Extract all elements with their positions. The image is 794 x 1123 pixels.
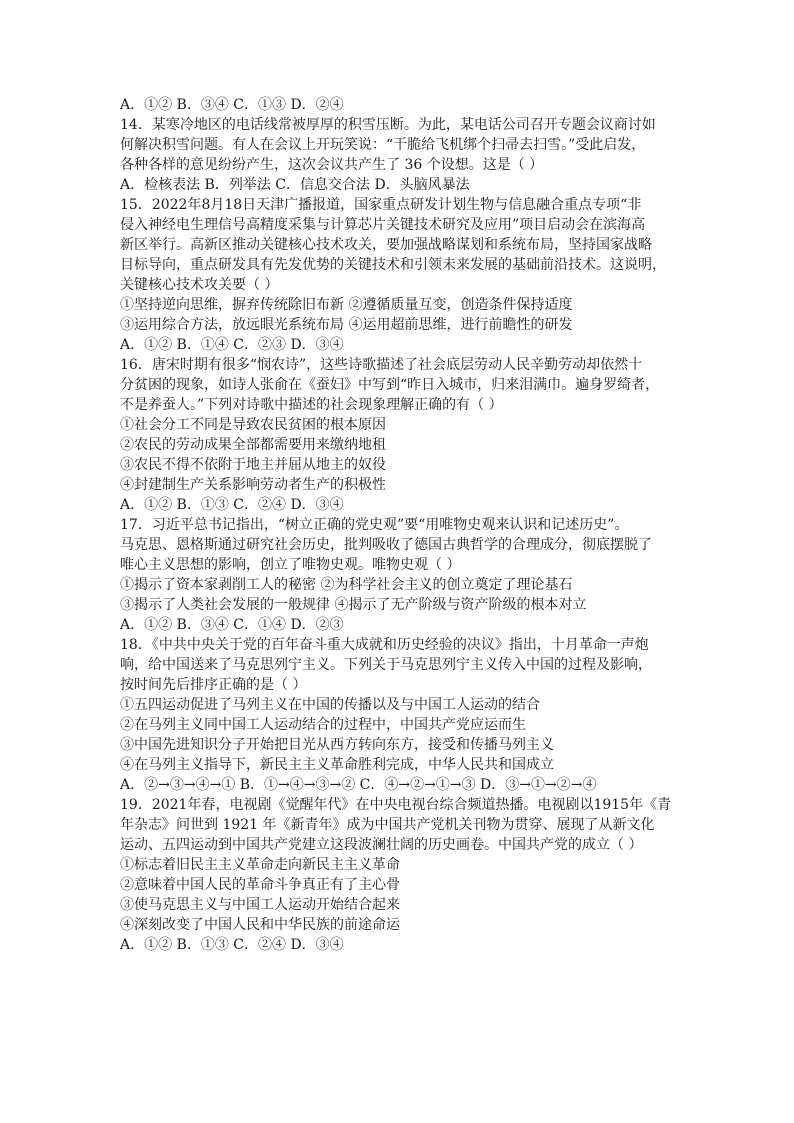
question-16-line: 16．唐宋时期有很多“悯农诗”，这些诗歌描述了社会底层劳动人民辛勤劳动却依然十 [120, 357, 643, 373]
text-line: 运动、五四运动到中国共产党建立这段波澜壮阔的历史画卷。中国共产党的成立（ ） [120, 837, 643, 853]
question-19-line: 19．2021年春，电视剧《觉醒年代》在中央电视台综合频道热播。电视剧以1915年《青 [120, 797, 672, 813]
text-line: 年杂志》问世到 1921 年《新青年》成为中国共产党机关刊物为贯穿、展现了从新文化 [120, 817, 655, 833]
statement-line: ②意味着中国人民的革命斗争真正有了主心骨 [120, 877, 400, 893]
answer-options: A．①② B．①④ C．②③ D．③④ [120, 337, 344, 353]
text-line: 按时间先后排序正确的是（ ） [120, 677, 307, 693]
answer-options: A．①② B．①③ C．②④ D．③④ [120, 937, 344, 953]
answer-options: A．②→③→④→① B．①→④→③→② C．④→②→①→③ D．③→①→②→④ [120, 777, 597, 793]
text-line: 关键核心技术攻关要（ ） [120, 277, 279, 293]
statement-line: ③运用综合方法，放远眼光系统布局 ④运用超前思维，进行前瞻性的研发 [120, 317, 573, 333]
text-line: 响，给中国送来了马克思列宁主义。下列关于马克思列宁主义传入中国的过程及影响， [120, 657, 652, 673]
answer-options: A．①② B．③④ C．①④ D．②③ [120, 617, 344, 633]
question-15-line: 15．2022年8月18日天津广播报道，国家重点研发计划生物与信息融合重点专项“非 [120, 197, 642, 213]
statement-line: ③揭示了人类社会发展的一般规律 ④揭示了无产阶级与资产阶级的根本对立 [120, 597, 587, 613]
text-line: 何解决积雪问题。有人在会议上开玩笑说：“干脆给飞机绑个扫帚去扫雪。”受此启发， [120, 137, 646, 153]
statement-line: ①坚持逆向思维，摒弃传统除旧布新 ②遵循质量互变，创造条件保持适度 [120, 297, 573, 313]
text-line: 目标导向，重点研发具有先发优势的关键技术和引领未来发展的基础前沿技术。这说明， [120, 257, 666, 273]
question-18-line: 18．《中共中央关于党的百年奋斗重大成就和历史经验的决议》指出，十月革命一声炮 [120, 637, 649, 653]
statement-line: ①五四运动促进了马列主义在中国的传播以及与中国工人运动的结合 [120, 697, 540, 713]
answer-options: A．①② B．①③ C．②④ D．③④ [120, 497, 344, 513]
text-line: A．①② B．③④ C．①③ D．②④ [120, 97, 344, 113]
text-line: 各种各样的意见纷纷产生，这次会议共产生了 36 个设想。这是（ ） [120, 157, 544, 173]
text-line: 侵入神经电生理信号高精度采集与计算芯片关键技术研究及应用”项目启动会在滨海高 [120, 217, 646, 233]
document-page [120, 95, 685, 955]
statement-line: ①标志着旧民主主义革命走向新民主主义革命 [120, 857, 400, 873]
statement-line: ④在马列主义指导下，新民主主义革命胜利完成，中华人民共和国成立 [120, 757, 554, 773]
text-line: 分贫困的现象，如诗人张俞在《蚕妇》中写到“昨日入城市，归来泪满巾。遍身罗绮者， [120, 377, 660, 393]
text-line: 马克思、恩格斯通过研究社会历史，批判吸收了德国古典哲学的合理成分，彻底摆脱了 [120, 537, 652, 553]
statement-line: ③农民不得不依附于地主并屈从地主的奴役 [120, 457, 386, 473]
statement-line: ③使马克思主义与中国工人运动开始结合起来 [120, 897, 400, 913]
text-line: 不是养蚕人。”下列对诗歌中描述的社会现象理解正确的有（ ） [120, 397, 503, 413]
text-line: 唯心主义思想的影响，创立了唯物史观。唯物史观（ ） [120, 557, 461, 573]
statement-line: ③中国先进知识分子开始把目光从西方转向东方，接受和传播马列主义 [120, 737, 554, 753]
statement-line: ④封建制生产关系影响劳动者生产的积极性 [120, 477, 386, 493]
answer-options: A．检核表法 B．列举法 C．信息交合法 D．头脑风暴法 [120, 177, 470, 193]
question-14-line: 14．某寒冷地区的电话线常被厚厚的积雪压断。为此，某电话公司召开专题会议商讨如 [120, 117, 656, 133]
question-17-line: 17．习近平总书记指出，“树立正确的党史观”要“用唯物史观来认识和记述历史”。 [120, 517, 629, 533]
statement-line: ④深刻改变了中国人民和中华民族的前途命运 [120, 917, 400, 933]
text-line: 新区举行。高新区推动关键核心技术攻关，要加强战略谋划和系统布局，坚持国家战略 [120, 237, 652, 253]
statement-line: ②在马列主义同中国工人运动结合的过程中，中国共产党应运而生 [120, 717, 526, 733]
statement-line: ①揭示了资本家剥削工人的秘密 ②为科学社会主义的创立奠定了理论基石 [120, 577, 573, 593]
statement-line: ①社会分工不同是导致农民贫困的根本原因 [120, 417, 386, 433]
statement-line: ②农民的劳动成果全部都需要用来缴纳地租 [120, 437, 386, 453]
